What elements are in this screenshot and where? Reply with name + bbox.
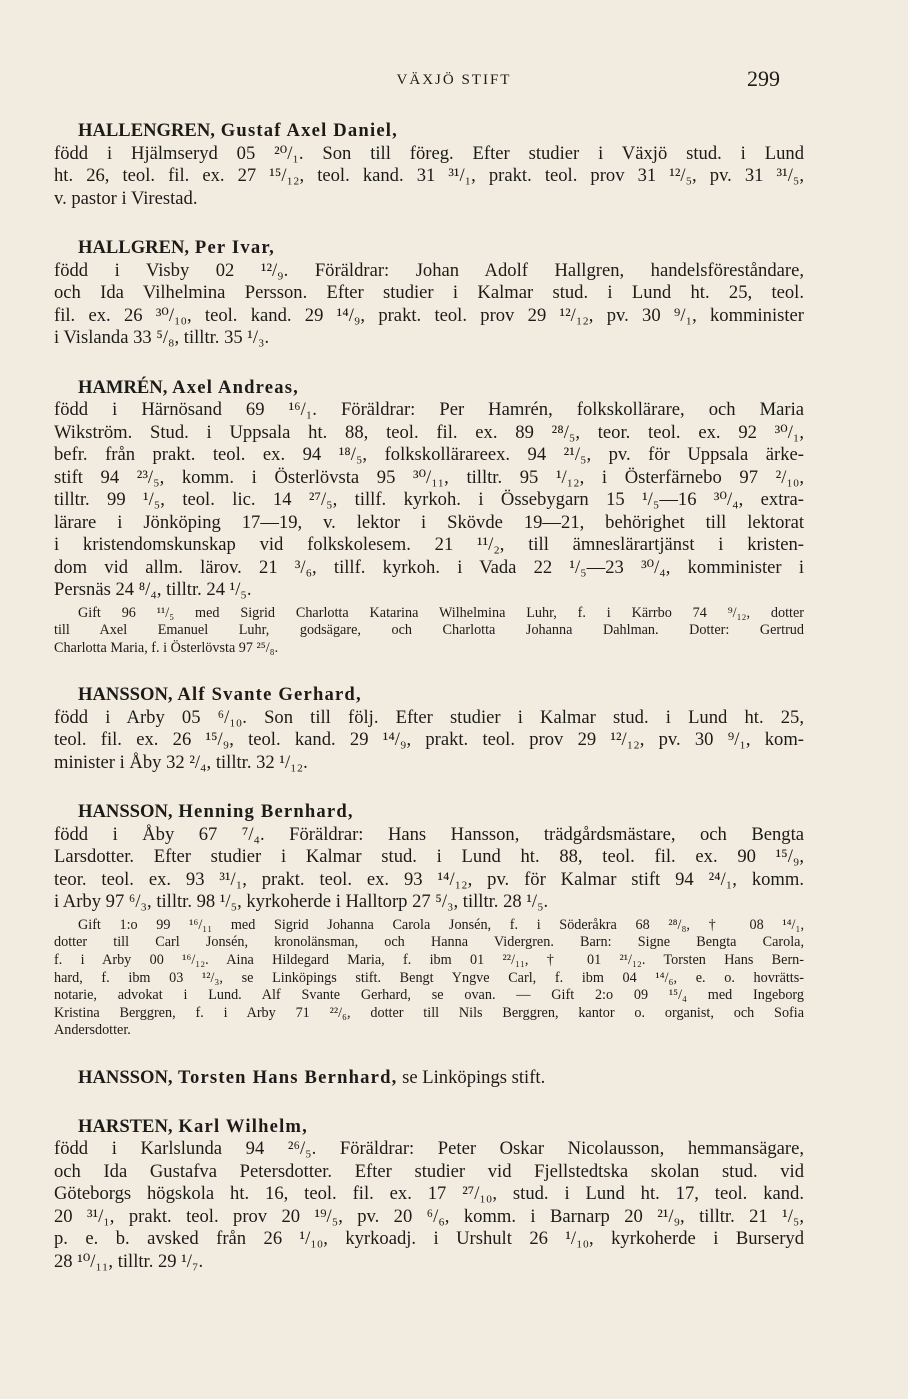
entry-surname: HARSTEN, bbox=[78, 1115, 173, 1137]
family-note bbox=[54, 917, 804, 1040]
entry-text-line: 28 ¹⁰/₁₁, tilltr. 29 ¹/₇. bbox=[54, 1250, 204, 1272]
entry-name bbox=[54, 684, 804, 707]
cross-reference-text: se Linköpings stift. bbox=[397, 1066, 546, 1088]
entry-text-line: stift 94 ²³/₅, komm. i Österlövsta 95 ³⁰/₁₁, tilltr. 95 ¹/₁₂, i Österfärnebo 97 ²/₁₀, bbox=[54, 466, 804, 488]
entry-text-line: minister i Åby 32 ²/₄, tilltr. 32 ¹/₁₂. bbox=[54, 751, 308, 773]
entry-hallgren bbox=[54, 237, 804, 350]
note-line: till Axel Emanuel Luhr, godsägare, och Charlotta Johanna Dahlman. Dotter: Gertrud bbox=[54, 622, 804, 639]
entry-text-line: dom vid allm. lärov. 21 ³/₆, tillf. kyrkoh. i Vada 22 ¹/₅—23 ³⁰/₄, komminister i bbox=[54, 556, 804, 578]
note-line: Charlotta Maria, f. i Österlövsta 97 ²⁵/₈. bbox=[54, 639, 279, 656]
page-header bbox=[0, 64, 908, 94]
entry-name bbox=[54, 1116, 804, 1139]
entry-hansson-torsten bbox=[54, 1067, 804, 1089]
entry-name bbox=[54, 801, 804, 824]
entry-given-names: Gustaf Axel Daniel, bbox=[214, 120, 398, 141]
entry-given-names: Henning Bernhard, bbox=[172, 801, 354, 823]
entry-text-line: ht. 26, teol. fil. ex. 27 ¹⁵/₁₂, teol. kand. 31 ³¹/₁, prakt. teol. prov 31 ¹²/₅, pv. 31 ³¹/₅, bbox=[54, 165, 804, 186]
entry-given-names: Torsten Hans Bernhard, bbox=[172, 1066, 398, 1088]
entry-hansson-alf bbox=[54, 684, 804, 774]
note-line: Gift 1:o 99 ¹⁶/₁₁ med Sigrid Johanna Carola Jonsén, f. i Söderåkra 68 ²⁸/₈, † 08 ¹⁴/₁, bbox=[78, 916, 804, 933]
entry-surname: HALLGREN, bbox=[78, 237, 190, 258]
entry-text-line: i Arby 97 ⁶/₃, tilltr. 98 ¹/₅, kyrkoherde i Halltorp 27 ⁵/₃, tilltr. 28 ¹/₅. bbox=[54, 891, 549, 913]
entry-surname: HALLENGREN, bbox=[78, 120, 215, 141]
entry-given-names: Karl Wilhelm, bbox=[172, 1115, 308, 1137]
entry-text-line: lärare i Jönköping 17—19, v. lektor i Skövde 19—21, behörighet till lektorat bbox=[54, 511, 804, 533]
entry-name bbox=[54, 237, 804, 260]
entry-hansson-henning bbox=[54, 801, 804, 1040]
entry-surname: HANSSON, bbox=[78, 801, 173, 823]
note-line: f. i Arby 00 ¹⁶/₁₂. Aina Hildegard Maria, f. ibm 01 ²²/₁₁, † 01 ²¹/₁₂. Torsten Hans Bern- bbox=[54, 951, 804, 968]
entry-name bbox=[54, 120, 804, 143]
running-title: VÄXJÖ STIFT bbox=[396, 72, 512, 88]
entry-text-line: Göteborgs högskola ht. 16, teol. fil. ex. 17 ²⁷/₁₀, stud. i Lund ht. 17, teol. kand. bbox=[54, 1183, 804, 1205]
note-line: Gift 96 ¹¹/₅ med Sigrid Charlotta Katarina Wilhelmina Luhr, f. i Kärrbo 74 ⁹/₁₂, dotter bbox=[78, 604, 804, 621]
note-line: Kristina Berggren, f. i Arby 71 ²²/₆, dotter till Nils Berggren, kantor o. organist, och Sofia bbox=[54, 1004, 804, 1021]
entry-surname: HAMRÉN, bbox=[78, 376, 168, 398]
entry-text-line: v. pastor i Virestad. bbox=[54, 187, 198, 209]
entry-text-line: i Vislanda 33 ⁵/₈, tilltr. 35 ¹/₃. bbox=[54, 327, 270, 348]
entry-text-line: tilltr. 99 ¹/₅, teol. lic. 14 ²⁷/₅, tillf. kyrkoh. i Össebygarn 15 ¹/₅—16 ³⁰/₄, extra- bbox=[54, 489, 804, 510]
note-line: notarie, advokat i Lund. Alf Svante Gerhard, se ovan. — Gift 2:o 09 ¹⁵/₄ med Ingeborg bbox=[54, 987, 804, 1004]
entry-harsten bbox=[54, 1116, 804, 1274]
entry-text-line: teol. fil. ex. 26 ¹⁵/₉, teol. kand. 29 ¹⁴/₉, prakt. teol. prov 29 ¹²/₁₂, pv. 30 ⁹/₁, kom- bbox=[54, 729, 804, 751]
note-line: dotter till Carl Jonsén, kronolänsman, och Hanna Vidergren. Barn: Signe Bengta Carola, bbox=[54, 934, 804, 951]
entry-given-names: Alf Svante Gerhard, bbox=[172, 684, 362, 706]
entry-name bbox=[54, 377, 804, 400]
entry-surname: HANSSON, bbox=[78, 684, 173, 706]
entry-hamren bbox=[54, 377, 804, 658]
page-number: 299 bbox=[747, 66, 780, 91]
entry-hallengren bbox=[54, 120, 804, 210]
entry-given-names: Per Ivar, bbox=[189, 237, 275, 258]
note-line: Andersdotter. bbox=[54, 1022, 131, 1039]
entry-text-line: född i Karlslunda 94 ²⁶/₅. Föräldrar: Peter Oskar Nicolausson, hemmansägare, bbox=[54, 1138, 804, 1160]
entry-given-names: Axel Andreas, bbox=[167, 376, 300, 398]
entry-text-line: och Ida Vilhelmina Persson. Efter studier i Kalmar stud. i Lund ht. 25, teol. bbox=[54, 282, 804, 303]
note-line: hard, f. ibm 03 ¹²/₃, se Linköpings stift. Bengt Yngve Carl, f. ibm 04 ¹⁴/₆, e. o. hovrätts- bbox=[54, 969, 804, 986]
entry-text-line: och Ida Gustafva Petersdotter. Efter studier vid Fjellstedtska skolan stud. vid bbox=[54, 1160, 804, 1182]
entry-text-line: född i Åby 67 ⁷/₄. Föräldrar: Hans Hansson, trädgårdsmästare, och Bengta bbox=[54, 823, 804, 845]
entry-text-line: fil. ex. 26 ³⁰/₁₀, teol. kand. 29 ¹⁴/₉, prakt. teol. prov 29 ¹²/₁₂, pv. 30 ⁹/₁, komminister bbox=[54, 304, 804, 326]
entry-text-line: Wikström. Stud. i Uppsala ht. 88, teol. fil. ex. 89 ²⁸/₅, teor. teol. ex. 92 ³⁰/₁, bbox=[54, 421, 804, 443]
entry-text-line: 20 ³¹/₁, prakt. teol. prov 20 ¹⁹/₅, pv. 20 ⁶/₆, komm. i Barnarp 20 ²¹/₉, tilltr. 21 ¹/₅, bbox=[54, 1205, 804, 1227]
entry-text-line: född i Arby 05 ⁶/₁₀. Son till följ. Efter studier i Kalmar stud. i Lund ht. 25, bbox=[54, 706, 804, 728]
entry-text-line: Persnäs 24 ⁸/₄, tilltr. 24 ¹/₅. bbox=[54, 579, 252, 600]
entry-text-line: Larsdotter. Efter studier i Kalmar stud. i Lund ht. 88, teol. fil. ex. 90 ¹⁵/₉, bbox=[54, 846, 804, 868]
entry-text-line: född i Härnösand 69 ¹⁶/₁. Föräldrar: Per Hamrén, folkskollärare, och Maria bbox=[54, 399, 804, 420]
entry-text-line: p. e. b. avsked från 26 ¹/₁₀, kyrkoadj. i Urshult 26 ¹/₁₀, kyrkoherde i Burseryd bbox=[54, 1228, 804, 1250]
entry-text-line: befr. från prakt. teol. ex. 94 ¹⁸/₅, folkskollärareex. 94 ²¹/₅, pv. för Uppsala ärke- bbox=[54, 444, 804, 465]
entry-text-line: född i Hjälmseryd 05 ²⁰/₁. Son till föreg. Efter studier i Växjö stud. i Lund bbox=[54, 142, 804, 164]
entry-cross-reference bbox=[54, 1067, 804, 1089]
entry-surname: HANSSON, bbox=[78, 1066, 173, 1088]
family-note bbox=[54, 605, 804, 658]
entry-text-line: teor. teol. ex. 93 ³¹/₁, prakt. teol. ex. 93 ¹⁴/₁₂, pv. för Kalmar stift 94 ²⁴/₁, komm. bbox=[54, 868, 804, 890]
entry-text-line: i kristendomskunskap vid folkskolesem. 21 ¹¹/₂, till ämneslärartjänst i kristen- bbox=[54, 534, 804, 555]
page-content bbox=[54, 120, 804, 1300]
entry-text-line: född i Visby 02 ¹²/₉. Föräldrar: Johan Adolf Hallgren, handelsföreståndare, bbox=[54, 259, 804, 281]
